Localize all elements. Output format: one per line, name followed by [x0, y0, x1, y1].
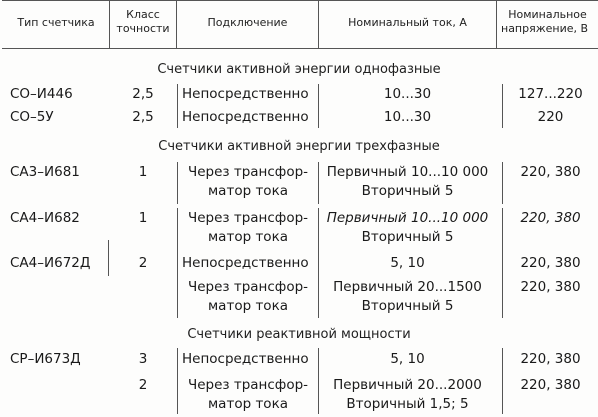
row2-current-line2: Вторичный 5	[361, 183, 454, 199]
rule-a	[177, 84, 178, 128]
row2-type: СА3–И681	[10, 164, 80, 180]
row0-voltage: 127...220	[518, 86, 583, 102]
row2-current-line1: Первичный 10...10 000	[326, 164, 489, 180]
row0-type: СО–И446	[10, 86, 73, 102]
row2-current	[319, 163, 496, 201]
row0-current: 10...30	[383, 86, 432, 102]
row4-connection: Непосредственно	[182, 255, 309, 271]
row3-voltage: 220, 380	[520, 210, 581, 226]
row1-current: 10...30	[383, 109, 432, 125]
row3-connection	[178, 209, 318, 247]
row2-connection	[178, 163, 318, 201]
header-class-line1: Класс	[126, 8, 160, 21]
row7-current-line1: Первичный 20...2000	[333, 377, 482, 393]
row1-voltage: 220	[537, 109, 564, 125]
row4-current: 5, 10	[390, 255, 425, 271]
row3-class: 1	[138, 210, 148, 226]
row6-voltage: 220, 380	[520, 351, 581, 367]
row5-voltage: 220, 380	[520, 279, 581, 295]
row1-class: 2,5	[132, 109, 154, 125]
row3-current-line1: Первичный 10...10 000	[326, 210, 489, 226]
header-top-rule	[2, 0, 598, 1]
row3-type: СА4–И682	[10, 210, 80, 226]
row2-class: 1	[138, 164, 148, 180]
row7-current-line2: Вторичный 1,5; 5	[346, 396, 469, 412]
row5-connection	[178, 278, 318, 316]
row7-connection-line2: матор тока	[208, 396, 288, 412]
row0-connection: Непосредственно	[182, 86, 309, 102]
header-voltage-line1: Номинальное	[508, 8, 587, 21]
row4-class: 2	[138, 255, 148, 271]
row6-type: СР–И673Д	[10, 351, 81, 367]
row5-current	[319, 278, 496, 316]
row6-class: 3	[138, 351, 148, 367]
row7-connection	[178, 376, 318, 414]
row7-connection-line1: Через трансфор-	[187, 377, 309, 393]
row5-current-line2: Вторичный 5	[361, 298, 454, 314]
row7-current	[319, 376, 496, 414]
row5-connection-line2: матор тока	[208, 298, 288, 314]
header-current: Номинальный ток, А	[348, 16, 467, 29]
header-class-line2: точности	[116, 22, 170, 35]
header-type: Тип счетчика	[17, 16, 95, 29]
row4-type: СА4–И672Д	[10, 255, 91, 271]
row1-connection: Непосредственно	[182, 109, 309, 125]
row0-class: 2,5	[132, 86, 154, 102]
header-connection: Подключение	[207, 16, 288, 29]
row6-current: 5, 10	[390, 351, 425, 367]
row3-connection-line1: Через трансфор-	[187, 210, 309, 226]
header-voltage-line2: напряжение, В	[501, 22, 589, 35]
header-class	[110, 8, 176, 36]
section-title-single-phase: Счетчики активной энергии однофазные	[157, 62, 441, 77]
row3-connection-line2: матор тока	[208, 229, 288, 245]
section-title-three-phase: Счетчики активной энергии трехфазные	[158, 139, 440, 154]
row2-connection-line2: матор тока	[208, 183, 288, 199]
header-bottom-rule	[2, 48, 598, 49]
row2-voltage: 220, 380	[520, 164, 581, 180]
row2-connection-line1: Через трансфор-	[187, 164, 309, 180]
row4-voltage: 220, 380	[520, 255, 581, 271]
row1-type: СО–5У	[10, 109, 54, 125]
row3-current	[319, 209, 496, 247]
section-title-reactive: Счетчики реактивной мощности	[187, 327, 411, 342]
header-voltage	[497, 8, 598, 36]
row3-current-line2: Вторичный 5	[361, 229, 454, 245]
row6-connection: Непосредственно	[182, 351, 309, 367]
rule-j	[108, 240, 109, 276]
row7-class: 2	[138, 377, 148, 393]
row5-current-line1: Первичный 20...1500	[333, 279, 482, 295]
row7-voltage: 220, 380	[520, 377, 581, 393]
row5-connection-line1: Через трансфор-	[187, 279, 309, 295]
